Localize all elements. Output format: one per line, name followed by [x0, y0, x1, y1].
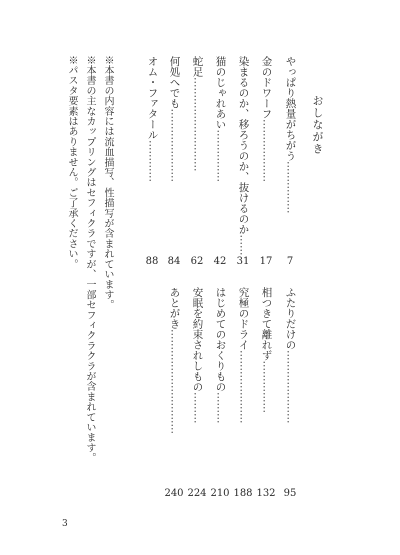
toc-entry	[285, 56, 296, 254]
leader-dots: …………………	[168, 108, 181, 182]
toc-entry-page: 88	[145, 256, 159, 267]
toc-entry	[261, 287, 272, 485]
toc-entry-title: 究極のドライ	[237, 287, 250, 350]
toc-entry-page: 7	[286, 256, 294, 267]
toc-entry-page: 224	[187, 488, 207, 499]
toc-entry	[169, 287, 180, 485]
toc-entry	[285, 287, 296, 485]
toc-entry-page: 210	[210, 488, 230, 499]
toc-entry-page: 62	[190, 256, 204, 267]
leader-dots: …………	[146, 140, 159, 182]
toc-entry-title: やっぱり熱量がちがう	[284, 56, 297, 161]
leader-dots: ……………	[284, 161, 297, 214]
toc-entry-title: オム・ファタール	[146, 56, 159, 140]
leader-dots: …………………	[237, 350, 250, 424]
page-number: 3	[62, 519, 68, 529]
toc-entry-page: 42	[213, 256, 227, 267]
leader-dots: ………	[191, 392, 204, 424]
note-1: ※本書の内容には流血描写、性描写が含まれています。	[102, 55, 113, 310]
toc-entry-title: 相つきて離れず	[260, 287, 273, 361]
toc-entry-page: 132	[256, 488, 276, 499]
toc-entry-page: 188	[233, 488, 253, 499]
toc-heading: おしながき	[311, 95, 324, 155]
toc-entry-title: ふたりだけの	[284, 287, 297, 350]
toc-entry-title: 安眠を約束されしもの	[191, 287, 204, 392]
toc-entry-title: 金のドワーフ	[260, 56, 273, 119]
toc-entry	[169, 56, 180, 254]
leader-dots: ………………………	[191, 77, 204, 172]
toc-entry-page: 31	[236, 256, 250, 267]
toc-entry	[192, 287, 203, 485]
toc-entry	[192, 56, 203, 254]
toc-entry-title: 猫のじゃれあい	[214, 56, 227, 130]
toc-entry-title: あとがき	[168, 287, 181, 329]
leader-dots: ………………	[260, 119, 273, 182]
leader-dots: ……………	[214, 129, 227, 182]
toc-entry-title: 何処へでも	[168, 56, 181, 109]
note-3: ※パスタ要素はありません。ご了承ください。	[66, 55, 77, 270]
leader-dots: …………………	[284, 350, 297, 424]
toc-entry	[238, 56, 249, 254]
leader-dots: ……………	[260, 360, 273, 413]
toc-entry-title: はじめてのおくりもの	[214, 287, 227, 392]
note-2: ※本書の主なカップリングはセフィクラですが、一部セフィクラクラが含まれています。	[84, 55, 95, 463]
toc-entry-page: 17	[259, 256, 273, 267]
leader-dots: …………………………	[168, 329, 181, 434]
toc-entry-page: 84	[167, 256, 181, 267]
toc-entry	[238, 287, 249, 485]
toc-entry	[215, 287, 226, 485]
toc-entry	[215, 56, 226, 254]
toc-entry	[261, 56, 272, 254]
toc-entry-title: 染まるのか、移ろうのか、抜けるのか	[237, 56, 250, 235]
toc-entry-page: 240	[164, 488, 184, 499]
toc-entry-title: 蛇足	[191, 56, 204, 77]
toc-entry	[147, 56, 158, 254]
leader-dots: ……	[237, 234, 250, 256]
toc-entry-page: 95	[283, 488, 297, 499]
leader-dots: ………	[214, 392, 227, 424]
